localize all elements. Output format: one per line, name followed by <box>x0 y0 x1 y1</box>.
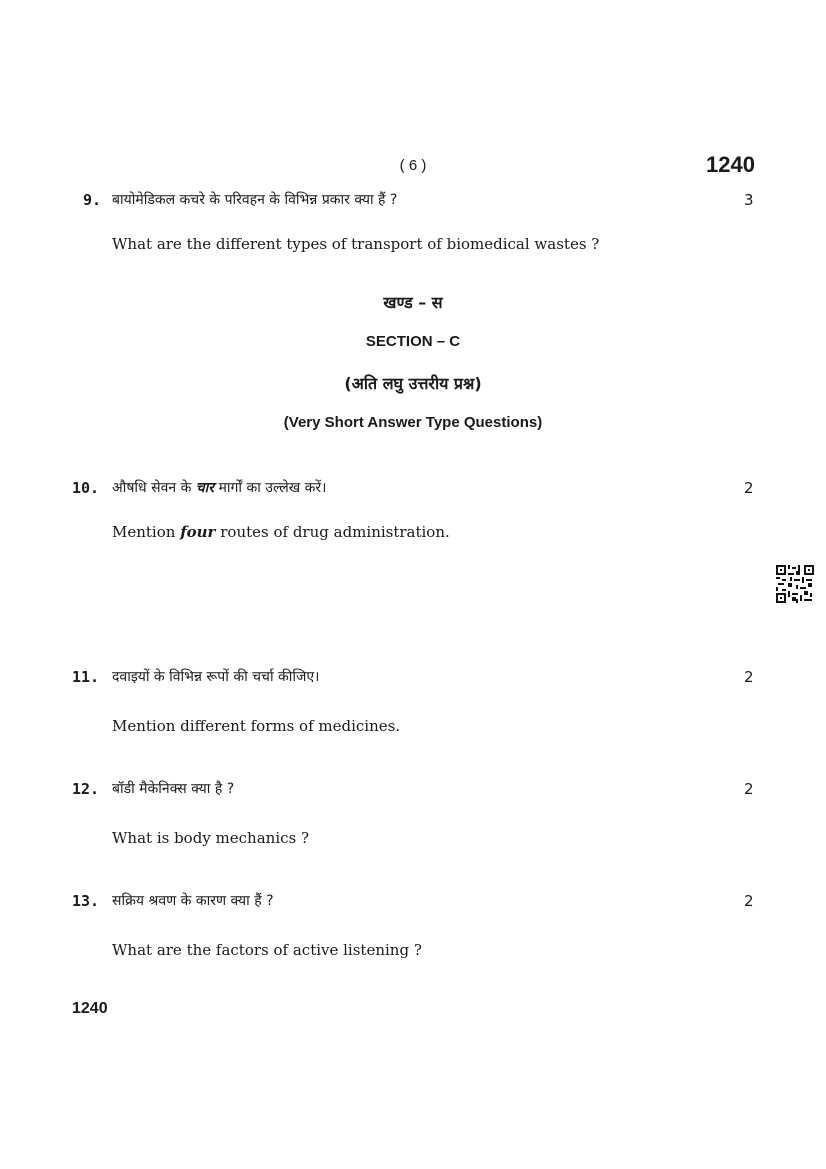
emphasis-hindi: चार <box>195 480 215 496</box>
question-11-marks: 2 <box>744 668 754 686</box>
section-title-hindi: खण्ड – स <box>383 293 443 312</box>
section-subtitle-hindi: (अति लघु उत्तरीय प्रश्न) <box>344 374 482 393</box>
question-10-english: Mention four routes of drug administration. <box>112 523 450 541</box>
question-10-hindi: औषधि सेवन के चार मार्गों का उल्लेख करें। <box>112 480 327 496</box>
question-9-marks: 3 <box>744 191 754 209</box>
paper-code-header: 1240 <box>706 152 755 177</box>
question-13-hindi: सक्रिय श्रवण के कारण क्या हैं ? <box>112 893 274 909</box>
paper-code-footer: 1240 <box>72 1000 108 1017</box>
question-12-english: What is body mechanics ? <box>112 829 310 847</box>
question-9-number: 9. <box>83 191 102 209</box>
question-13-number: 13. <box>72 892 100 910</box>
question-12-marks: 2 <box>744 780 754 798</box>
section-subtitle-english: (Very Short Answer Type Questions) <box>283 414 543 431</box>
question-11-hindi: दवाइयों के विभिन्न रूपों की चर्चा कीजिए। <box>112 669 320 685</box>
question-12-hindi: बॉडी मैकेनिक्स क्या है ? <box>112 781 235 797</box>
question-12-number: 12. <box>72 780 100 798</box>
question-10-marks: 2 <box>744 479 754 497</box>
section-title-english: SECTION – C <box>365 333 461 350</box>
qr-code-icon <box>776 565 814 603</box>
question-11-english: Mention different forms of medicines. <box>112 717 401 735</box>
question-9-english: What are the different types of transport of biomedical wastes ? <box>112 235 600 253</box>
emphasis-english: four <box>180 523 216 541</box>
question-10-number: 10. <box>72 479 100 497</box>
question-9-hindi: बायोमेडिकल कचरे के परिवहन के विभिन्न प्रकार क्या हैं ? <box>112 192 398 208</box>
question-11-number: 11. <box>72 668 100 686</box>
question-13-marks: 2 <box>744 892 754 910</box>
question-13-english: What are the factors of active listening ? <box>112 941 422 959</box>
page-number: ( 6 ) <box>399 157 427 174</box>
